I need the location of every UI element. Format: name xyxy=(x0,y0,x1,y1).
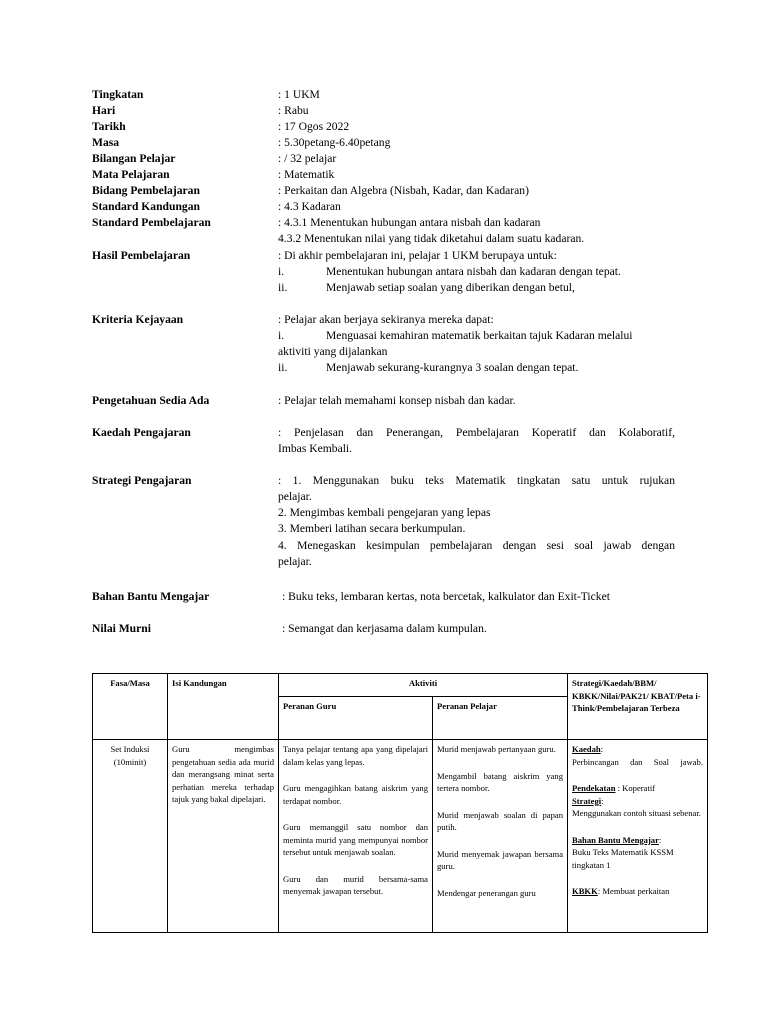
value-standard-pembelajaran: : 4.3.1 Menentukan hubungan antara nisbah dan kadaran xyxy=(278,216,541,229)
header-aktiviti: Aktiviti xyxy=(279,674,568,697)
value-nilai-murni: : Semangat dan kerjasama dalam kumpulan. xyxy=(282,622,487,635)
strategi-block: Strategi: xyxy=(572,795,604,806)
kaedah-label: Kaedah xyxy=(572,744,601,754)
value-bahan-bantu-mengajar: : Buku teks, lembaran kertas, nota bercetak, kalkulator dan Exit-Ticket xyxy=(282,590,610,603)
label-bahan-bantu-mengajar: Bahan Bantu Mengajar xyxy=(92,590,210,603)
pendekatan-label: Pendekatan xyxy=(572,783,616,793)
value-hari: : Rabu xyxy=(278,104,309,117)
kriteria-item-1-number: i. xyxy=(278,329,285,342)
value-mata-pelajaran: : Matematik xyxy=(278,168,335,181)
pelajar-activity-3: Murid menjawab soalan di papan putih. xyxy=(437,809,564,832)
strategi-line-1: : 1. Menggunakan buku teks Matematik tingkatan satu untuk rujukan xyxy=(278,474,675,487)
kbkk-block: KBKK: Membuat perkaitan xyxy=(572,886,670,896)
hasil-item-2-text: Menjawab setiap soalan yang diberikan dengan betul, xyxy=(326,281,575,294)
value-kaedah-pengajaran-line2: Imbas Kembali. xyxy=(278,442,353,455)
label-tarikh: Tarikh xyxy=(92,120,126,133)
kaedah-block: Kaedah: xyxy=(572,744,604,754)
label-pengetahuan-sedia-ada: Pengetahuan Sedia Ada xyxy=(92,394,210,407)
fasa-duration: (10minit) xyxy=(113,756,147,767)
label-nilai-murni: Nilai Murni xyxy=(92,622,151,635)
label-standard-pembelajaran: Standard Pembelajaran xyxy=(92,216,211,229)
kriteria-item-1-continuation: aktiviti yang dijalankan xyxy=(278,345,388,358)
table-header-row xyxy=(93,674,708,697)
cell-peranan-guru xyxy=(279,740,433,933)
value-kaedah-pengajaran-line1: : Penjelasan dan Penerangan, Pembelajaran Koperatif dan Kolaboratif, xyxy=(278,426,675,439)
label-standard-kandungan: Standard Kandungan xyxy=(92,200,200,213)
strategi-line-6: pelajar. xyxy=(278,555,312,568)
kriteria-item-1-text: Menguasai kemahiran matematik berkaitan tajuk Kadaran melalui xyxy=(326,329,633,342)
pendekatan-text: : Koperatif xyxy=(615,783,656,793)
value-masa: : 5.30petang-6.40petang xyxy=(278,136,391,149)
bahan-text: Buku Teks Matematik KSSM tingkatan 1 xyxy=(572,847,674,870)
header-peranan-guru: Peranan Guru xyxy=(279,697,433,740)
label-masa: Masa xyxy=(92,136,120,149)
label-kriteria-kejayaan: Kriteria Kejayaan xyxy=(92,313,184,326)
kriteria-item-2-text: Menjawab sekurang-kurangnya 3 soalan dengan tepat. xyxy=(326,361,579,374)
label-kaedah-pengajaran: Kaedah Pengajaran xyxy=(92,426,191,439)
pelajar-activity-2: Mengambil batang aiskrim yang tertera nombor. xyxy=(437,770,564,793)
cell-peranan-pelajar xyxy=(433,740,568,933)
kaedah-text: Perbincangan dan Soal jawab. xyxy=(572,756,704,767)
strategi-line-2: pelajar. xyxy=(278,490,312,503)
strategi-text: Menggunakan contoh situasi sebenar. xyxy=(572,808,701,818)
value-standard-pembelajaran-line2: 4.3.2 Menentukan nilai yang tidak diketahui dalam suatu kadaran. xyxy=(278,232,585,245)
cell-isi-kandungan: Guru mengimbas pengetahuan sedia ada murid dan merangsang minat serta perhatian mereka terhadap tajuk yang bakal dipelajari. xyxy=(168,740,279,933)
label-bilangan-pelajar: Bilangan Pelajar xyxy=(92,152,176,165)
strategi-line-5: 4. Menegaskan kesimpulan pembelajaran dengan sesi soal jawab dengan xyxy=(278,539,675,552)
label-bidang-pembelajaran: Bidang Pembelajaran xyxy=(92,184,200,197)
bahan-block: Bahan Bantu Mengajar: xyxy=(572,834,662,845)
value-pengetahuan-sedia-ada: : Pelajar telah memahami konsep nisbah dan kadar. xyxy=(278,394,516,407)
strategi-label: Strategi xyxy=(572,795,602,806)
cell-fasa xyxy=(93,740,168,933)
kbkk-text: Membuat perkaitan xyxy=(602,886,670,896)
lesson-activity-table xyxy=(92,673,708,933)
label-hasil-pembelajaran: Hasil Pembelajaran xyxy=(92,249,191,262)
fasa-name: Set Induksi xyxy=(110,744,150,754)
pelajar-activity-5: Mendengar penerangan guru xyxy=(437,887,536,898)
guru-activity-3: Guru memanggil satu nombor dan meminta murid yang mempunyai nombor tersebut untuk menjawab soalan. xyxy=(283,822,428,857)
value-hasil-pembelajaran: : Di akhir pembelajaran ini, pelajar 1 UKM berupaya untuk: xyxy=(278,249,557,262)
label-tingkatan: Tingkatan xyxy=(92,88,144,101)
table-row xyxy=(93,740,708,933)
hasil-item-2-number: ii. xyxy=(278,281,288,294)
guru-activity-4: Guru dan murid bersama-sama menyemak jawapan tersebut. xyxy=(283,873,428,896)
strategi-line-3: 2. Mengimbas kembali pengejaran yang lepas xyxy=(278,506,491,519)
guru-activity-1: Tanya pelajar tentang apa yang dipelajari dalam kelas yang lepas. xyxy=(283,744,428,767)
value-standard-kandungan: : 4.3 Kadaran xyxy=(278,200,341,213)
header-peranan-pelajar: Peranan Pelajar xyxy=(433,697,568,740)
pelajar-activity-1: Murid menjawab pertanyaan guru. xyxy=(437,744,556,754)
pelajar-activity-4: Murid menyemak jawapan bersama guru. xyxy=(437,848,564,871)
hasil-item-1-text: Menentukan hubungan antara nisbah dan kadaran dengan tepat. xyxy=(326,265,621,278)
kbkk-label: KBKK xyxy=(572,886,598,896)
kriteria-item-2-number: ii. xyxy=(278,361,288,374)
guru-activity-2: Guru mengagihkan batang aiskrim yang terdapat nombor. xyxy=(283,783,428,806)
bahan-label: Bahan Bantu Mengajar xyxy=(572,834,659,845)
header-isi-kandungan: Isi Kandungan xyxy=(168,674,279,740)
value-tarikh: : 17 Ogos 2022 xyxy=(278,120,350,133)
hasil-item-1-number: i. xyxy=(278,265,285,278)
cell-strategi xyxy=(568,740,708,933)
pendekatan-block xyxy=(572,782,703,795)
header-strategi: Strategi/Kaedah/BBM/ KBKK/Nilai/PAK21/ KBAT/Peta i- Think/Pembelajaran Terbeza xyxy=(568,674,708,740)
value-bidang-pembelajaran: : Perkaitan dan Algebra (Nisbah, Kadar, dan Kadaran) xyxy=(278,184,529,197)
value-tingkatan: : 1 UKM xyxy=(278,88,320,101)
value-kriteria-kejayaan: : Pelajar akan berjaya sekiranya mereka dapat: xyxy=(278,313,494,326)
value-bilangan-pelajar: : / 32 pelajar xyxy=(278,152,337,165)
label-strategi-pengajaran: Strategi Pengajaran xyxy=(92,474,192,487)
label-hari: Hari xyxy=(92,104,116,117)
label-mata-pelajaran: Mata Pelajaran xyxy=(92,168,170,181)
strategi-line-4: 3. Memberi latihan secara berkumpulan. xyxy=(278,522,466,535)
header-fasa-masa: Fasa/Masa xyxy=(93,674,168,740)
